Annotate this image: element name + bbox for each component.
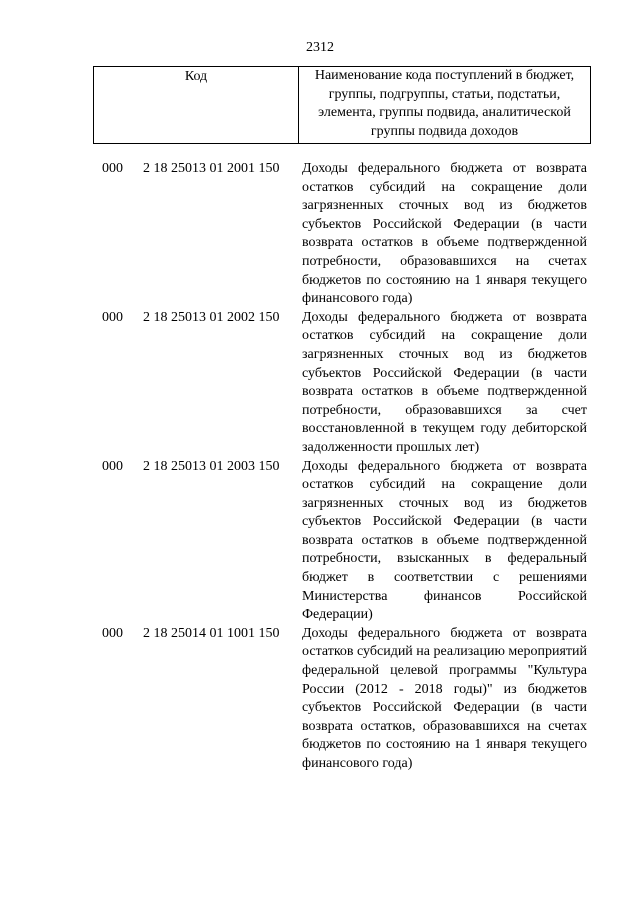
admin-code: 000 bbox=[102, 625, 123, 641]
admin-code: 000 bbox=[102, 309, 123, 325]
table-row bbox=[0, 458, 640, 625]
income-codes-list bbox=[0, 160, 640, 774]
income-code: 2 18 25013 01 2001 150 bbox=[143, 161, 280, 176]
income-description: Доходы федерального бюджета от возврата остатков субсидий на сокращение доли загрязненных сточных вод из бюджетов субъектов Российской Федерации (в части возврата остатков в объеме подтвержденной потребности, образовавшихся на счетах бюджетов по состоянию на 1 января текущего финансового года) bbox=[302, 161, 587, 307]
header-name-column: Наименование кода поступлений в бюджет, группы, подгруппы, статьи, подстатьи, элемента, группы подвида, аналитической группы подвида доходов bbox=[314, 68, 575, 139]
income-code: 2 18 25013 01 2002 150 bbox=[143, 309, 280, 325]
admin-code: 000 bbox=[102, 161, 123, 176]
admin-code: 000 bbox=[102, 458, 123, 474]
income-code: 2 18 25013 01 2003 150 bbox=[143, 458, 280, 474]
income-code: 2 18 25014 01 1001 150 bbox=[143, 625, 280, 641]
income-description: Доходы федерального бюджета от возврата остатков субсидий на сокращение доли загрязненных сточных вод из бюджетов субъектов Российской Федерации (в части возврата остатков в объеме подтвержденной потребности, взысканных в федеральный бюджет в соответствии с решениями Министерства финансов Российской Федерации) bbox=[302, 458, 587, 623]
table-header bbox=[93, 66, 591, 144]
header-code-column: Код bbox=[94, 67, 299, 143]
income-description: Доходы федерального бюджета от возврата остатков субсидий на сокращение доли загрязненных сточных вод из бюджетов субъектов Российской Федерации (в части возврата остатков в объеме подтвержденной потребности, образовавшихся за счет восстановленной в текущем году дебиторской задолженности прошлых лет) bbox=[302, 309, 587, 455]
table-row bbox=[0, 309, 640, 458]
income-description: Доходы федерального бюджета от возврата остатков субсидий на реализацию мероприятий федеральной целевой программы "Культура России (2012 - 2018 годы)" из бюджетов субъектов Российской Федерации (в части возврата остатков, образовавшихся на счетах бюджетов по состоянию на 1 января текущего финансового года) bbox=[302, 625, 587, 771]
table-row bbox=[0, 160, 640, 309]
page-number: 2312 bbox=[306, 40, 334, 55]
table-row bbox=[0, 625, 640, 774]
